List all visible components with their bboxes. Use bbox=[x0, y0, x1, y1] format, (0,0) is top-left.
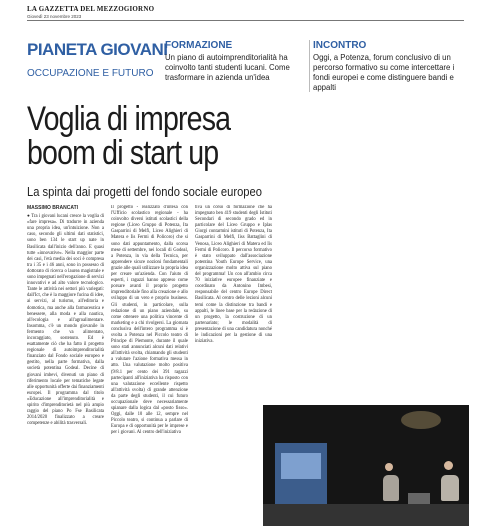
sidebar-box-formazione bbox=[165, 40, 310, 83]
article-column-1 bbox=[27, 205, 104, 527]
sidebar-box-incontro bbox=[313, 40, 468, 93]
headline-line-1: Voglia di impresa bbox=[27, 100, 231, 138]
speaker-right bbox=[441, 475, 459, 501]
sidebar-box-text: Oggi, a Potenza, forum conclusivo di un percorso formativo su come intercettare i fondi europei e come distinguere bandi e appalti bbox=[313, 53, 455, 92]
issue-date: Giovedì 23 novembre 2023 bbox=[27, 14, 82, 19]
section-subtitle: OCCUPAZIONE E FUTURO bbox=[27, 68, 154, 79]
article-headline bbox=[27, 102, 230, 170]
sidebar-box-heading: INCONTRO bbox=[313, 40, 367, 51]
sidebar-box-text: Un piano di autoimprenditorialità ha coinvolto tanti studenti lucani. Come trasformare in azienda un'idea bbox=[165, 53, 290, 82]
screen-graphic bbox=[281, 453, 321, 479]
stage-light bbox=[401, 411, 441, 429]
section-title: PIANETA GIOVANI bbox=[27, 40, 168, 59]
speaker-head-right bbox=[444, 461, 453, 470]
column-text: tiva un corso di formazione che ha impegnato ben 419 studenti degli Istituti Secondari di secondo grado ed in particolare del Liceo Gruppo e Iplas Giorgi contarmini istituti di Potenza, Ita Gasparrini di Melfi, Iiss Battaglini di Venosa, Liceo Alighieri di Matera ed Iis Fermi di Policoro. Il percorso formativo è stato sviluppato dall'associazione potentina Youth Europe Service, una organizzazione molto attiva sul piano del programma! Un con all'ambio circa 70 iniziative europee finanziate e coordinato da Antonino Imbesi, responsabile del centro Europe Direct Basilicata. Al centro delle lezioni alcuni temi come la distinzione tra bandi e appalti, le linee base per la redazione di un progetto, la costruzione di un partenariato; le modalità di presentazione di una candidatura nonché le indicazioni per la gestione di una iniziativa. bbox=[195, 205, 272, 345]
speaker-head-left bbox=[385, 463, 393, 471]
column-text: ● Tra i giovani lucani cresce la voglia di «fare impresa». Di tradurre in azienda una propria idea, un'intuizione. Non a caso, secondo gli ultimi dati statistici, sono ben 134 le start up nate in Basilicata dall'inizio dell'anno. E quasi tutte «innovative». Nella maggior parte dei casi, l'età media dei soci è compresa tra i 35 e i 46 anni, sono in possesso di dottorato di ricerca o laurea magistrale e sono impegnati nell'erogazione di servizi innovativi e ad alto valore tecnologico. Tante le attività nei settori più variegati: dall'Ict, che è la maggiore fucina di idee, ai servizi, al turismo, all'editoria e domotica, ma anche alla farmaceutica e benessere, alla moda e alla nautica, all'ecologia e all'agroalimentare. Insomma, c'è un mondo giovanile in fermento che va alimentato, incoraggiato, sostenuto. Ed è esattamente ciò che ha fatto il progetto regionale di autoimprenditorialità finanziato dal Fondo sociale europeo e gestito, nella parte formativa, dalla società potentina Godeal. Decine di giovani imbevi, divenuti un piano di riferimento locale per tematiche legate alle opportunità offerte dai finanziamenti europei. Il programma dal titolo «Educazione all'imprenditorialità e spirito d'imprenditorietà nel più ampio raggio del piano Po Fse Basilicata 2014/2020 finalizzato a creare competenze e abilità trasversali. bbox=[27, 214, 104, 427]
article-subheadline: La spinta dai progetti del fondo sociale europeo bbox=[27, 184, 262, 199]
speaker-left bbox=[383, 475, 399, 501]
header-rule bbox=[27, 20, 464, 21]
article-column-3 bbox=[195, 205, 272, 527]
column-text: Il progetto - realizzato d'intesa con l'Ufficio scolastico regionale - ha coinvolto diversi istituti scolastici della regione (Liceo Gruppo di Potenza, Ita Gasparrini di Melfi, Liceo Alighieri di Matera e Iis Fermi di Policoro) che si sono dati appuntamento, dalla scorsa mese di settembre, nei locali di Godeal, a Potenza, in via della Tecnica, per apprendere sicure nozioni fondamentali grazie alle quali utilizzare la propria idea per creare un'azienda. Con l'aiuto di esperti, i ragazzi hanno appreso come porsare avanti il proprio progetto imprenditoriale fino alla creazione e allo sviluppo di un vero e proprio business. Gli studenti, in particolare, sulla redazione di un piano aziendale, su come ottenere una politica vincente di marketing e a chi rivolgersi. La giornata conclusiva dell'intero programma si è svolta a Potenza nel Piccolo teatro di Principe di Piemonte, durante il quale sono stati annunciati alcuni dati relativi all'attività svolta, chiamando gli studenti a valutare l'azione formativa messa in atto. Una valutazione molto positiva (9/8.1 per cento dei 391 ragazzi partecipanti all'iniziativa ha risposto con una valutazione eccellente rispetto all'attività svolta) di grande attenzione da parte degli studenti, il cui futuro occupazionale deve necessariamente spianare dalla logica dal «posto fisso». Oggi, dalle 10 alle 12, sempre nel Piccolo teatro, si continua a parlare di Europa e di opportunità per le imprese e per i giovani. Al centro dell'iniziativa bbox=[111, 205, 188, 436]
stage-floor bbox=[263, 504, 469, 526]
stage-photo bbox=[263, 405, 469, 526]
masthead: LA GAZZETTA DEL MEZZOGIORNO bbox=[27, 5, 155, 13]
article-column-2 bbox=[111, 205, 188, 527]
headline-line-2: boom di start up bbox=[27, 134, 219, 172]
byline: MASSIMO BRANCATI bbox=[27, 205, 79, 211]
sidebar-box-heading: FORMAZIONE bbox=[165, 40, 233, 51]
